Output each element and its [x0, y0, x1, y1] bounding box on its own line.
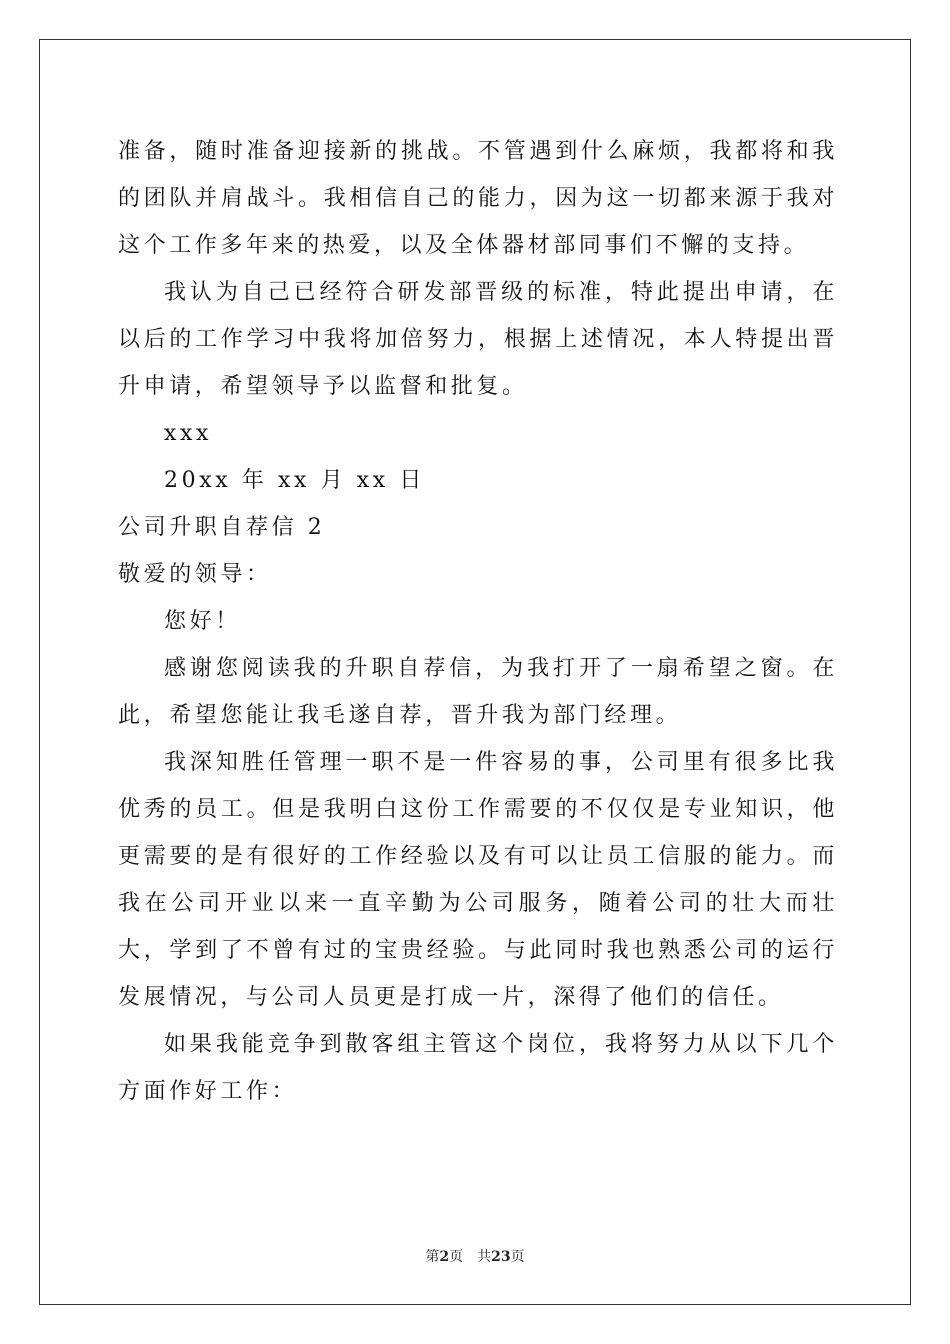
document-body — [118, 128, 838, 1115]
signature-name: xxx — [164, 421, 213, 446]
paragraph-5: 如果我能竞争到散客组主管这个岗位，我将努力从以下几个方面作好工作： — [118, 1032, 838, 1104]
salutation: 敬爱的领导： — [118, 562, 272, 587]
greeting: 您好！ — [164, 609, 241, 634]
page-footer — [0, 1246, 950, 1266]
paragraph-3: 感谢您阅读我的升职自荐信，为我打开了一扇希望之窗。在此，希望您能让我毛遂自荐，晋升我为部门经理。 — [118, 656, 838, 728]
footer-page-prefix: 第 — [425, 1249, 440, 1265]
paragraph-2: 我认为自己已经符合研发部晋级的标准，特此提出申请，在以后的工作学习中我将加倍努力，根据上述情况，本人特提出晋升申请，希望领导予以监督和批复。 — [118, 280, 838, 399]
section-title: 公司升职自荐信 2 — [118, 515, 326, 540]
footer-page-total: 23 — [491, 1249, 511, 1265]
signature-date: 20xx 年 xx 月 xx 日 — [164, 468, 426, 493]
footer-page-suffix: 页 — [449, 1249, 464, 1265]
footer-page-current: 2 — [439, 1249, 450, 1265]
footer-total-prefix: 共 — [477, 1249, 492, 1265]
footer-total-suffix: 页 — [510, 1249, 525, 1265]
paragraph-1: 准备，随时准备迎接新的挑战。不管遇到什么麻烦，我都将和我的团队并肩战斗。我相信自己的能力，因为这一切都来源于我对这个工作多年来的热爱，以及全体器材部同事们不懈的支持。 — [118, 139, 838, 258]
paragraph-4: 我深知胜任管理一职不是一件容易的事，公司里有很多比我优秀的员工。但是我明白这份工作需要的不仅仅是专业知识，他更需要的是有很好的工作经验以及有可以让员工信服的能力。而我在公司开业以来一直辛勤为公司服务，随着公司的壮大而壮大，学到了不曾有过的宝贵经验。与此同时我也熟悉公司的运行发展情况，与公司人员更是打成一片，深得了他们的信任。 — [118, 750, 838, 1010]
